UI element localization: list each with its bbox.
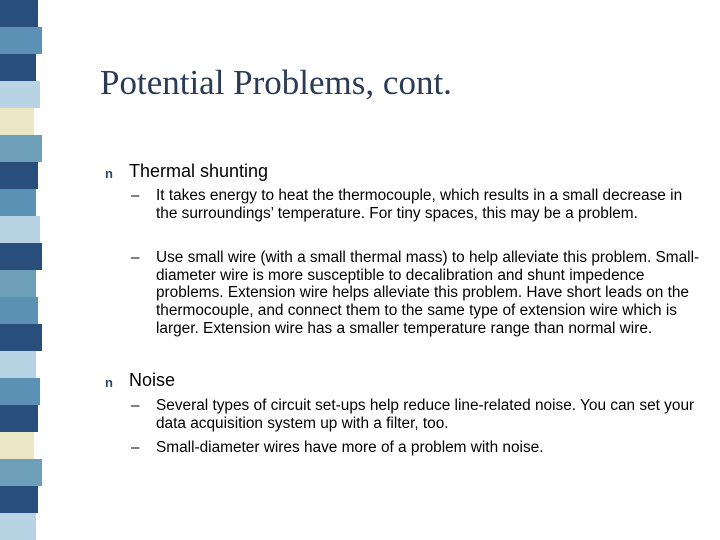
sidebar-stripe [0, 189, 36, 216]
sidebar-stripe [0, 243, 42, 270]
sidebar-stripe [0, 378, 40, 405]
sidebar-stripe [0, 27, 42, 54]
sidebar-stripe [0, 459, 42, 486]
sub-bullet-dash-icon: – [131, 397, 140, 414]
sub-bullet-text: Use small wire (with a small thermal mass) to help alleviate this problem. Small-diameter wire is more susceptible to decalibration and shunt impedence problems. Extension wire helps alleviate this problem. Have short leads on the thermocouple, and connect them to the same type of extension wire which is larger. Extension wire has a smaller temperature range than normal wire. [156, 249, 700, 337]
sub-bullet-text: Small-diameter wires have more of a problem with noise. [156, 439, 544, 456]
sidebar-stripe [0, 270, 36, 297]
bullet-marker-icon: n [105, 166, 113, 181]
sidebar-stripe [0, 54, 36, 81]
bullet-thermal-shunting: Thermal shunting [129, 161, 269, 181]
sub-bullet-dash-icon: – [131, 439, 140, 456]
sidebar-stripe [0, 135, 42, 162]
sidebar-stripe [0, 324, 42, 351]
sidebar-stripe [0, 108, 34, 135]
slide-title: Potential Problems, cont. [100, 63, 452, 102]
sub-bullet-text: Several types of circuit set-ups help reduce line-related noise. You can set your data acquisition system up with a filter, too. [156, 397, 695, 432]
sidebar-stripe [0, 432, 34, 459]
sidebar-stripe [0, 81, 40, 108]
sidebar-stripe [0, 486, 38, 513]
sub-bullet-dash-icon: – [131, 187, 140, 204]
sub-bullet-text: It takes energy to heat the thermocouple, which results in a small decrease in the surroundings’ temperature. For tiny spaces, this may be a problem. [156, 187, 683, 222]
sidebar-stripe [0, 216, 40, 243]
sidebar-stripe [0, 513, 36, 540]
sidebar-stripe [0, 405, 38, 432]
decorative-sidebar [0, 0, 64, 540]
bullet-noise: Noise [129, 370, 176, 390]
sidebar-stripe [0, 351, 36, 378]
sidebar-stripe [0, 297, 38, 324]
sidebar-stripe [0, 0, 38, 27]
bullet-marker-icon: n [105, 375, 113, 390]
sidebar-stripe [0, 162, 38, 189]
sub-bullet-dash-icon: – [131, 249, 140, 266]
